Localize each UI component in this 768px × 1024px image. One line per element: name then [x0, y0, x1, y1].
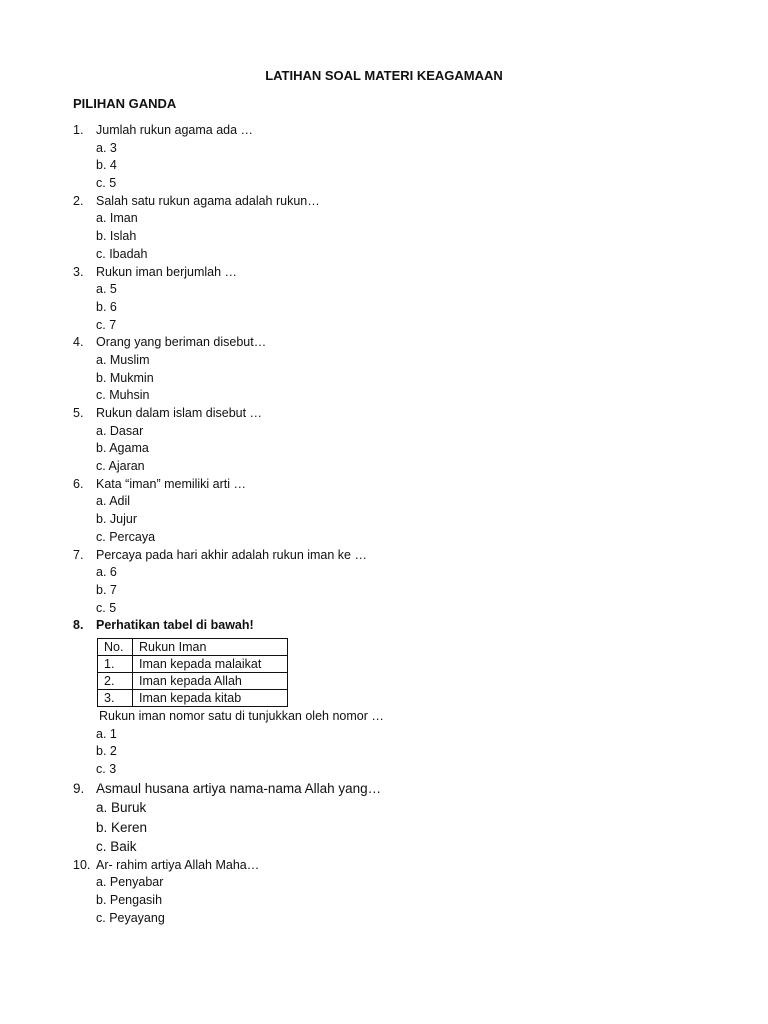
- option: [0, 157, 768, 175]
- option-text: c. Muhsin: [96, 388, 150, 403]
- question-number: 5.: [73, 406, 84, 420]
- option: [0, 818, 768, 838]
- question-number: 3.: [73, 264, 84, 279]
- option-text: a. 6: [96, 565, 117, 580]
- option-text: b. 7: [96, 582, 117, 597]
- option: [0, 423, 768, 441]
- option: [0, 228, 768, 246]
- option-text: c. 5: [96, 600, 117, 615]
- option: [0, 837, 768, 857]
- option: [0, 874, 768, 892]
- question-text: Asmaul husana artiya nama-nama Allah yang…: [96, 780, 382, 796]
- question-text: Salah satu rukun agama adalah rukun…: [96, 193, 320, 208]
- table-row: [98, 689, 288, 706]
- question-number: 9.: [73, 780, 85, 796]
- question-text: Orang yang beriman disebut…: [96, 335, 267, 350]
- option: [0, 387, 768, 405]
- question-4: [0, 334, 768, 352]
- option: [0, 210, 768, 228]
- table-cell: 1.: [98, 655, 133, 672]
- option-text: b. Pengasih: [96, 893, 163, 908]
- rukun-iman-table: [97, 638, 288, 707]
- option-text: c. 7: [96, 317, 117, 332]
- question-number: 8.: [73, 618, 84, 633]
- option: [0, 743, 768, 761]
- table-cell: Iman kepada kitab: [133, 689, 288, 706]
- question-list: [0, 122, 768, 927]
- option: [0, 281, 768, 299]
- table-cell: Iman kepada malaikat: [133, 655, 288, 672]
- option-text: c. Baik: [96, 839, 137, 855]
- option-text: b. 4: [96, 158, 117, 173]
- option-text: b. Jujur: [96, 512, 137, 527]
- option: [0, 175, 768, 193]
- table-cell: 2.: [98, 672, 133, 689]
- option: [0, 246, 768, 264]
- option: [0, 600, 768, 618]
- option: [0, 317, 768, 335]
- option: [0, 726, 768, 744]
- option: [0, 370, 768, 388]
- option-text: c. Peyayang: [96, 910, 165, 925]
- option-text: b. 2: [96, 744, 117, 759]
- question-1: [0, 122, 768, 140]
- option: [0, 140, 768, 158]
- question-10: [0, 857, 768, 875]
- table-cell: 3.: [98, 689, 133, 706]
- question-7: [0, 547, 768, 565]
- question-5: [0, 405, 768, 423]
- option-text: a. 1: [96, 726, 117, 741]
- table-row: [98, 672, 288, 689]
- question-number: 1.: [73, 123, 84, 137]
- question-2: [0, 193, 768, 211]
- question-number: 2.: [73, 193, 84, 208]
- question-text: Rukun dalam islam disebut …: [96, 406, 263, 420]
- question-number: 10.: [73, 857, 91, 872]
- option-text: a. Adil: [96, 494, 131, 509]
- document-title: LATIHAN SOAL MATERI KEAGAMAAN: [265, 68, 503, 83]
- question-number: 7.: [73, 547, 84, 562]
- question-text: Rukun iman berjumlah …: [96, 264, 238, 279]
- table-header-row: [98, 638, 288, 655]
- option: [0, 440, 768, 458]
- option-text: b. Mukmin: [96, 370, 154, 385]
- question-text: Jumlah rukun agama ada …: [96, 123, 254, 137]
- option-text: a. Dasar: [96, 423, 144, 438]
- option: [0, 910, 768, 928]
- question-9: [0, 779, 768, 799]
- option-text: c. 5: [96, 176, 117, 191]
- option-text: a. 5: [96, 282, 117, 297]
- table-cell: Iman kepada Allah: [133, 672, 288, 689]
- option-text: a. Iman: [96, 211, 138, 226]
- option: [0, 493, 768, 511]
- option: [0, 352, 768, 370]
- question-8: [0, 617, 768, 635]
- question-text: Perhatikan tabel di bawah!: [96, 618, 254, 633]
- option-text: b. 6: [96, 299, 117, 314]
- question-number: 4.: [73, 335, 84, 350]
- question-text: Ar- rahim artiya Allah Maha…: [96, 857, 260, 872]
- question-6: [0, 476, 768, 494]
- question-text: Percaya pada hari akhir adalah rukun iman ke …: [96, 547, 367, 562]
- option-text: b. Islah: [96, 229, 137, 244]
- option-text: c. Ajaran: [96, 459, 145, 474]
- table-header-cell: Rukun Iman: [133, 638, 288, 655]
- option: [0, 511, 768, 529]
- option-text: a. 3: [96, 140, 117, 155]
- option-text: c. 3: [96, 762, 117, 776]
- option: [0, 761, 768, 779]
- option-text: a. Muslim: [96, 352, 150, 367]
- option: [0, 564, 768, 582]
- option: [0, 582, 768, 600]
- option-text: b. Keren: [96, 819, 148, 835]
- option: [0, 458, 768, 476]
- table-header-cell: No.: [98, 638, 133, 655]
- option: [0, 892, 768, 910]
- option-text: a. Buruk: [96, 800, 147, 816]
- option-text: c. Ibadah: [96, 246, 148, 261]
- option-text: c. Percaya: [96, 529, 156, 544]
- question-followup: [0, 708, 768, 726]
- option-text: b. Agama: [96, 441, 149, 456]
- option: [0, 299, 768, 317]
- table-row: [98, 655, 288, 672]
- section-heading: PILIHAN GANDA: [73, 96, 177, 111]
- question-number: 6.: [73, 476, 84, 491]
- option-text: a. Penyabar: [96, 875, 164, 890]
- option: [0, 798, 768, 818]
- option: [0, 529, 768, 547]
- followup-text: Rukun iman nomor satu di tunjukkan oleh nomor …: [99, 708, 384, 723]
- question-3: [0, 264, 768, 282]
- question-text: Kata “iman” memiliki arti …: [96, 476, 247, 491]
